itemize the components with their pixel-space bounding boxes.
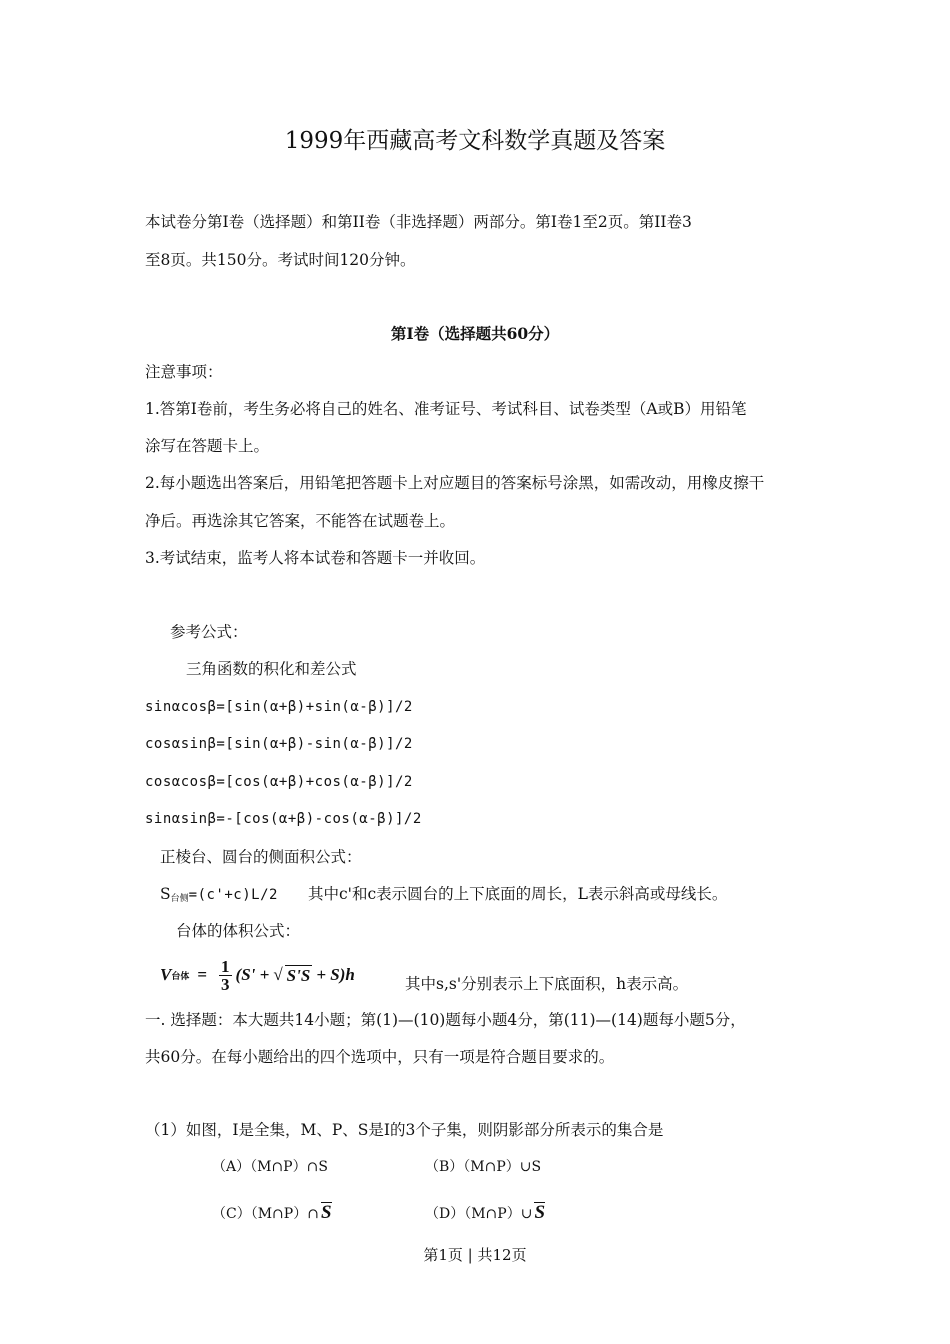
volume-subscript: 台体 <box>171 970 190 981</box>
question-1-option-b: （B）（M∩P）∪S <box>425 1159 542 1175</box>
notice-item-1-line-2: 涂写在答题卡上。 <box>145 437 270 455</box>
notice-heading: 注意事项： <box>145 363 223 381</box>
notice-item-2-line-1: 2.每小题选出答案后，用铅笔把答题卡上对应题目的答案标号涂黑，如需改动，用橡皮擦干 <box>145 474 765 492</box>
trig-formula-1: sinαcosβ=[sin(α+β)+sin(α-β)]/2 <box>145 699 413 715</box>
sqrt-sign: √ <box>273 965 283 984</box>
part-one-line-2: 共60分。在每小题给出的四个选项中，只有一项是符合题目要求的。 <box>145 1048 615 1066</box>
volume-V: V <box>160 965 172 984</box>
complement-S-c: S <box>320 1202 332 1223</box>
option-c-text: （C）（M∩P）∩ <box>212 1206 319 1222</box>
notice-item-3: 3.考试结束，监考人将本试卷和答题卡一并收回。 <box>145 549 486 567</box>
question-1-option-c <box>212 1202 332 1224</box>
option-d-text: （D）（M∩P）∪ <box>425 1206 533 1222</box>
frustum-area-subscript: 台侧 <box>170 894 189 904</box>
section-title: 第Ⅰ卷（选择题共60分） <box>390 324 560 343</box>
frustum-area-note: 其中c'和c表示圆台的上下底面的周长，L表示斜高或母线长。 <box>308 885 728 903</box>
volume-denominator: 3 <box>221 974 230 994</box>
notice-item-2-line-2: 净后。再选涂其它答案，不能答在试题卷上。 <box>145 512 456 530</box>
frustum-area-rhs: =(c'+c)L/2 <box>188 887 278 903</box>
part-one-line-1: 一. 选择题：本大题共14小题；第(1)—(10)题每小题4分，第(11)—(14)题每小题5分， <box>145 1011 746 1029</box>
reference-heading: 参考公式： <box>170 623 248 641</box>
volume-fraction <box>219 958 232 993</box>
trig-heading: 三角函数的积化和差公式 <box>186 660 357 678</box>
frustum-area-formula <box>160 884 278 909</box>
document-title: 1999年西藏高考文科数学真题及答案 <box>284 128 666 154</box>
frustum-area-S: S <box>160 885 171 903</box>
frustum-volume-formula <box>160 955 355 995</box>
intro-line-2: 至8页。共150分。考试时间120分钟。 <box>145 251 416 269</box>
notice-item-1-line-1: 1.答第Ⅰ卷前，考生务必将自己的姓名、准考证号、考试科目、试卷类型（A或B）用铅笔 <box>145 400 747 418</box>
question-1-stem: （1）如图，I是全集，M、P、S是I的3个子集，则阴影部分所表示的集合是 <box>145 1121 664 1139</box>
complement-S-d: S <box>534 1202 546 1223</box>
trig-formula-3: cosαcosβ=[cos(α+β)+cos(α-β)]/2 <box>145 774 413 790</box>
volume-open: (S' + <box>235 965 270 984</box>
page-footer: 第1页 | 共12页 <box>423 1246 527 1264</box>
volume-numerator: 1 <box>221 956 230 976</box>
frustum-volume-heading: 台体的体积公式： <box>176 922 301 940</box>
volume-equals: = <box>197 965 208 984</box>
trig-formula-4: sinαsinβ=-[cos(α+β)-cos(α-β)]/2 <box>145 811 422 827</box>
frustum-volume-note: 其中s,s'分别表示上下底面积，h表示高。 <box>405 975 689 993</box>
trig-formula-2: cosαsinβ=[sin(α+β)-sin(α-β)]/2 <box>145 736 413 752</box>
question-1-option-d <box>425 1202 545 1224</box>
intro-line-1: 本试卷分第Ⅰ卷（选择题）和第II卷（非选择题）两部分。第Ⅰ卷1至2页。第II卷3 <box>145 213 692 231</box>
frustum-area-heading: 正棱台、圆台的侧面积公式： <box>160 848 362 866</box>
question-1-option-a: （A）（M∩P）∩S <box>212 1159 328 1175</box>
volume-close: + S)h <box>316 965 355 984</box>
volume-sqrt: S'S <box>286 965 311 985</box>
